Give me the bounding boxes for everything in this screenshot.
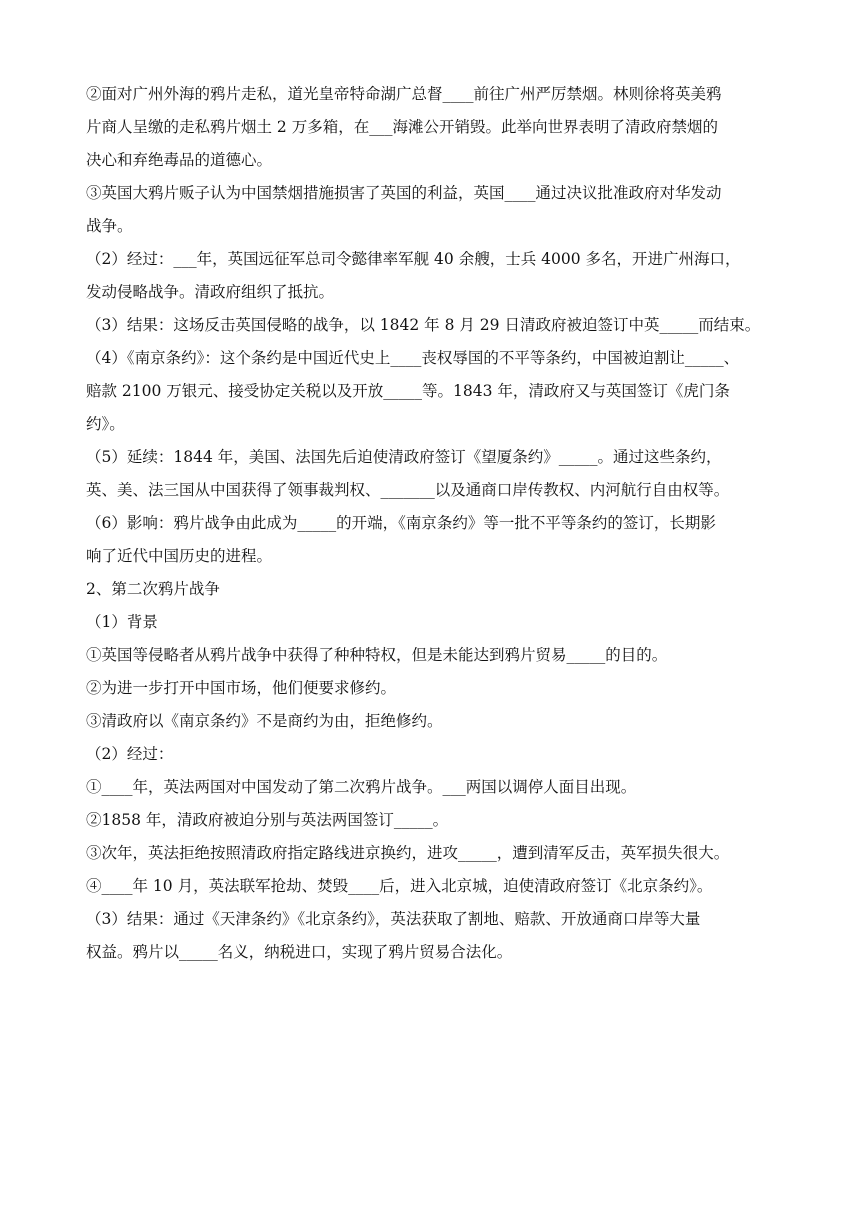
text-line: ②1858 年，清政府被迫分别与英法两国签订_____。 [86, 811, 449, 829]
text-line: 英、美、法三国从中国获得了领事裁判权、_______以及通商口岸传教权、内河航行自由权等。 [86, 481, 730, 499]
subsection-heading: （2）经过： [86, 745, 174, 763]
text-line: 权益。鸦片以_____名义，纳税进口，实现了鸦片贸易合法化。 [86, 943, 513, 961]
text-line: ③次年，英法拒绝按照清政府指定路线进京换约，进攻_____，遭到清军反击，英军损失很大。 [86, 844, 730, 862]
text-line: （6）影响：鸦片战争由此成为_____的开端，《南京条约》等一批不平等条约的签订，长期影 [86, 514, 716, 532]
text-line: 赔款 2100 万银元、接受协定关税以及开放_____等。1843 年，清政府又与英国签订《虎门条 [86, 382, 730, 400]
text-line: 发动侵略战争。清政府组织了抵抗。 [86, 283, 335, 301]
text-line: 响了近代中国历史的进程。 [86, 547, 273, 565]
subsection-heading: （1）背景 [86, 613, 158, 631]
text-line: 决心和弃绝毒品的道德心。 [86, 151, 273, 169]
text-line: 战争。 [86, 217, 133, 235]
text-line: （3）结果：通过《天津条约》《北京条约》，英法获取了割地、赔款、开放通商口岸等大量 [86, 910, 701, 928]
text-line: （2）经过：___年，英国远征军总司令懿律率军舰 40 余艘，士兵 4000 多名，开进广州海口， [86, 250, 741, 268]
text-line: ②面对广州外海的鸦片走私，道光皇帝特命湖广总督____前往广州严厉禁烟。林则徐将英美鸦 [86, 85, 722, 103]
text-line: （4）《南京条约》：这个条约是中国近代史上____丧权辱国的不平等条约，中国被迫割让_____、 [86, 349, 740, 367]
text-line: ③英国大鸦片贩子认为中国禁烟措施损害了英国的利益，英国____通过决议批准政府对华发动 [86, 184, 722, 202]
text-line: ③清政府以《南京条约》不是商约为由，拒绝修约。 [86, 712, 443, 730]
text-line: ②为进一步打开中国市场，他们便要求修约。 [86, 679, 397, 697]
text-line: （5）延续：1844 年，美国、法国先后迫使清政府签订《望厦条约》_____。通过这些条约， [86, 448, 722, 466]
text-line: ④____年 10 月，英法联军抢劫、焚毁____后，进入北京城，迫使清政府签订《北京条约》。 [86, 877, 713, 895]
text-line: ①英国等侵略者从鸦片战争中获得了种种特权，但是未能达到鸦片贸易_____的目的。 [86, 646, 668, 664]
text-line: ①____年，英法两国对中国发动了第二次鸦片战争。___两国以调停人面目出现。 [86, 778, 637, 796]
text-line: 片商人呈缴的走私鸦片烟土 2 万多箱，在___海滩公开销毁。此举向世界表明了清政府禁烟的 [86, 118, 718, 136]
text-line: （3）结果：这场反击英国侵略的战争，以 1842 年 8 月 29 日清政府被迫签订中英_____而结束。 [86, 316, 761, 334]
text-line: 约》。 [86, 415, 125, 433]
section-heading: 2、第二次鸦片战争 [86, 580, 220, 598]
